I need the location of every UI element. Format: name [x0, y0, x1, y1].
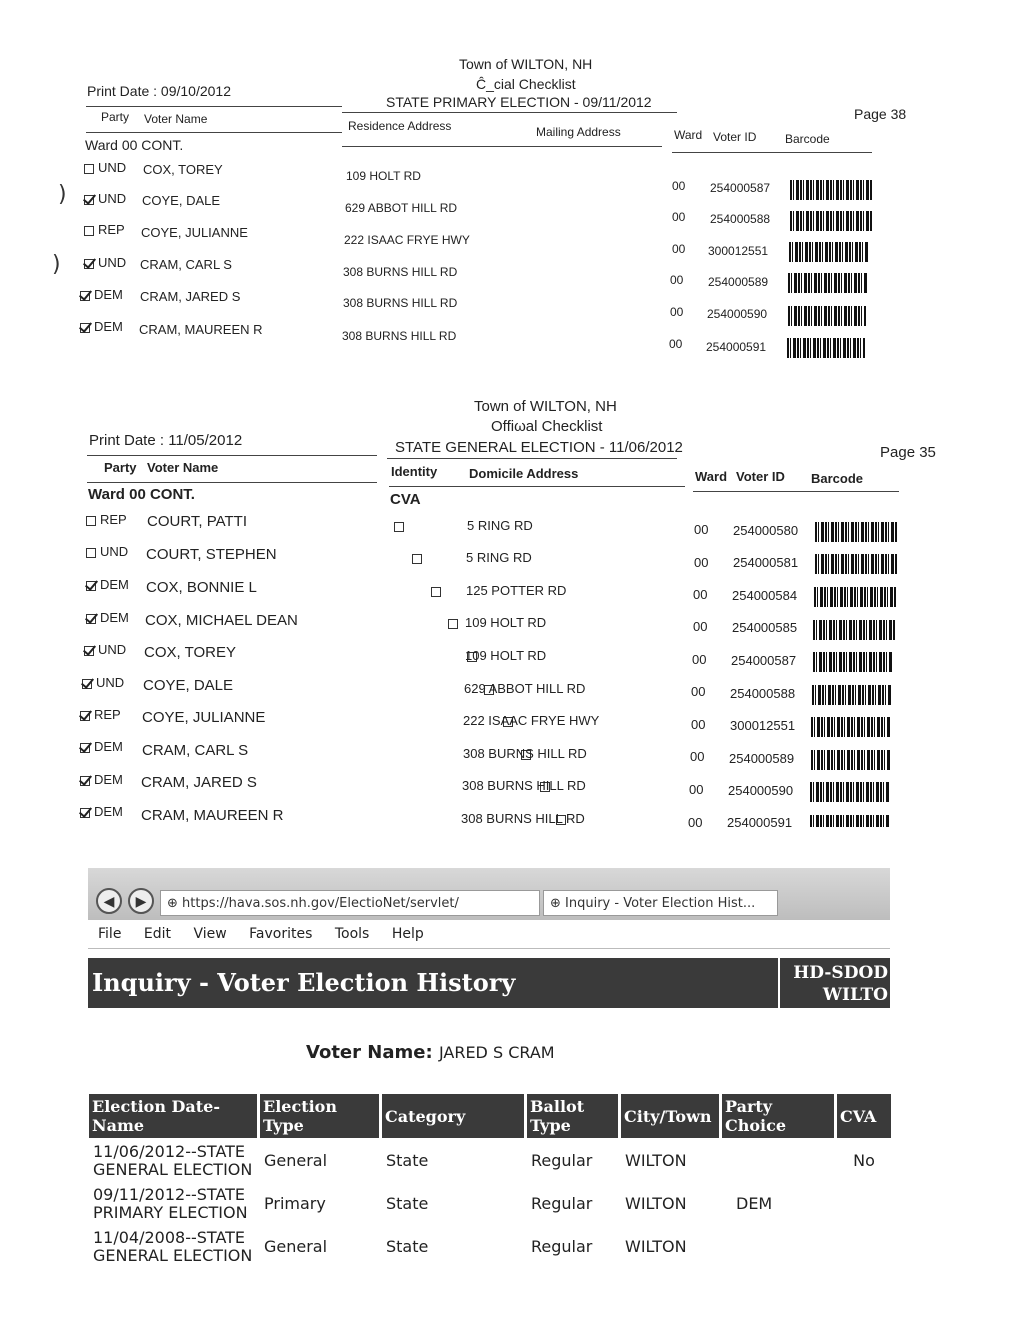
col-party-choice: Party Choice [722, 1094, 834, 1138]
election-name: 11/04/2008--STATE GENERAL ELECTION [93, 1228, 253, 1265]
party: REP [98, 222, 125, 237]
checkbox[interactable] [80, 776, 90, 786]
party: DEM [94, 319, 123, 334]
voter-name: COYE, DALE [142, 193, 221, 208]
voter-id: 254000580 [733, 523, 799, 538]
voter-name: COX, TOREY [143, 162, 223, 177]
checkbox[interactable] [80, 711, 90, 721]
sheet2-cva-label: CVA [390, 491, 421, 508]
menu-divider [88, 948, 890, 949]
category: State [386, 1237, 429, 1256]
sheet2-divider [87, 482, 377, 483]
barcode [810, 782, 890, 802]
ward: 00 [672, 210, 686, 224]
residence-address: 308 BURNS HILL RD [343, 296, 458, 310]
ballot-type: Regular [531, 1237, 593, 1256]
menu-edit[interactable]: Edit [143, 926, 172, 942]
sheet1-divider [86, 132, 342, 133]
party: DEM [94, 772, 123, 787]
party: REP [100, 512, 127, 527]
checkbox[interactable] [84, 259, 94, 269]
voter-id: 254000589 [708, 275, 769, 289]
city-town: WILTON [625, 1237, 687, 1256]
voter-name-value: JARED S CRAM [438, 1043, 555, 1062]
checkbox[interactable] [86, 581, 96, 591]
sheet2-divider [87, 455, 377, 456]
voter-name: COURT, STEPHEN [146, 546, 277, 563]
cva [837, 1184, 891, 1224]
barcode [788, 273, 868, 293]
sheet1-header-party: Party [101, 110, 130, 124]
back-button[interactable]: ◀ [96, 888, 122, 914]
sheet2-header-voter-id: Voter ID [736, 469, 785, 484]
table-row [86, 610, 129, 625]
domicile-address: 125 POTTER RD [466, 583, 567, 598]
checkbox[interactable] [80, 808, 90, 818]
col-election-type: Election Type [260, 1094, 379, 1138]
party: REP [94, 707, 121, 722]
sheet2-header-domicile: Domicile Address [469, 466, 579, 481]
barcode [815, 554, 897, 574]
checkbox[interactable] [84, 164, 94, 174]
barcode [788, 306, 866, 326]
voter-name: CRAM, JARED S [140, 289, 241, 304]
col-category: Category [382, 1094, 524, 1138]
forward-button[interactable]: ▶ [128, 888, 154, 914]
domicile-address: 5 RING RD [466, 550, 532, 565]
barcode [815, 522, 897, 542]
voter-name: CRAM, MAUREEN R [141, 807, 284, 824]
cva-checkbox[interactable] [431, 587, 441, 597]
ward: 00 [691, 717, 706, 732]
sheet1-ward-label: Ward 00 CONT. [85, 137, 184, 153]
checkbox[interactable] [86, 614, 96, 624]
ward: 00 [691, 684, 706, 699]
election-type: Primary [264, 1194, 326, 1213]
voter-name: CRAM, CARL S [140, 257, 232, 272]
voter-name: COYE, JULIANNE [141, 225, 248, 240]
party: UND [96, 675, 125, 690]
table-row [86, 544, 128, 559]
ballot-type: Regular [531, 1194, 593, 1213]
city-town: WILTON [625, 1151, 687, 1170]
sheet2-page-number: Page 35 [880, 444, 936, 461]
domicile-address: 222 ISAAC FRYE HWY [463, 713, 600, 728]
voter-id: 254000588 [710, 212, 771, 226]
table-row [89, 1141, 891, 1181]
ward: 00 [669, 337, 683, 351]
domicile-address: 109 HOLT RD [465, 615, 547, 630]
address-bar[interactable] [160, 890, 540, 916]
voter-id: 254000581 [733, 555, 799, 570]
checkbox[interactable] [84, 646, 94, 656]
sheet1-header-ward: Ward [674, 128, 703, 142]
browser-tab[interactable] [543, 890, 778, 916]
table-row [86, 577, 129, 592]
voter-name: COURT, PATTI [147, 513, 248, 530]
ward: 00 [688, 815, 703, 830]
sheet2-header-ward: Ward [695, 469, 728, 484]
globe-icon: ⊕ [550, 896, 566, 911]
ward: 00 [693, 619, 708, 634]
residence-address: 629 ABBOT HILL RD [345, 201, 458, 215]
barcode [787, 338, 865, 358]
sheet2-checklist-title: Offiωal Checklist [491, 418, 603, 435]
sheet1-header-residence: Residence Address [348, 119, 452, 133]
party: UND [98, 255, 127, 270]
col-cva: CVA [837, 1094, 891, 1138]
barcode [790, 211, 872, 231]
sheet2-header-party: Party [104, 460, 137, 475]
residence-address: 308 BURNS HILL RD [343, 265, 458, 279]
barcode [812, 685, 892, 705]
checkbox[interactable] [84, 195, 94, 205]
voter-name: COX, MICHAEL DEAN [145, 612, 298, 629]
sheet2-header-barcode: Barcode [811, 471, 864, 486]
party: UND [100, 544, 129, 559]
sheet2-divider [387, 458, 677, 459]
cva-checkbox[interactable] [448, 619, 458, 629]
voter-id: 254000590 [707, 307, 768, 321]
table-row [84, 255, 126, 270]
ward: 00 [693, 587, 708, 602]
voter-id: 254000585 [732, 620, 798, 635]
menu-tools[interactable]: Tools [334, 926, 370, 942]
ward: 00 [689, 782, 704, 797]
voter-id: 254000591 [706, 340, 767, 354]
party: UND [98, 191, 127, 206]
handwritten-mark: ) [52, 252, 61, 277]
sheet2-election-title: STATE GENERAL ELECTION - 11/06/2012 [395, 439, 683, 456]
election-history-table [86, 1091, 894, 1270]
voter-name: COYE, JULIANNE [142, 709, 266, 726]
col-city-town: City/Town [621, 1094, 719, 1138]
corner-label-line1: HD-SDOD [793, 963, 888, 983]
residence-address: 222 ISAAC FRYE HWY [344, 233, 470, 247]
sheet2-print-date: Print Date : 11/05/2012 [89, 432, 243, 449]
sheet2-header-identity: Identity [391, 464, 438, 479]
election-type: General [264, 1237, 328, 1256]
table-row [89, 1227, 891, 1267]
voter-id: 254000587 [710, 181, 771, 195]
domicile-address: 308 BURNS HILL RD [462, 778, 586, 793]
checkbox[interactable] [80, 743, 90, 753]
sheet1-header-mailing: Mailing Address [536, 125, 621, 139]
voter-id: 300012551 [730, 718, 796, 733]
table-row [80, 739, 123, 754]
barcode [810, 815, 890, 827]
ward: 00 [694, 555, 709, 570]
checkbox[interactable] [84, 226, 94, 236]
table-row [86, 512, 127, 527]
residence-address: 109 HOLT RD [346, 169, 421, 183]
sheet1-header-voter-name: Voter Name [144, 112, 208, 126]
tab-title: Inquiry - Voter Election Hist... [565, 896, 756, 911]
party-choice [722, 1141, 834, 1181]
party-choice [722, 1227, 834, 1267]
col-ballot-type: Ballot Type [527, 1094, 618, 1138]
menu-help[interactable]: Help [391, 926, 424, 942]
domicile-address: 5 RING RD [467, 518, 533, 533]
table-row [80, 707, 121, 722]
barcode [811, 717, 891, 737]
voter-name: CRAM, CARL S [142, 742, 249, 759]
sheet2-town: Town of WILTON, NH [474, 398, 617, 415]
voter-name: COX, TOREY [144, 644, 236, 661]
menu-view[interactable]: View [193, 926, 227, 942]
table-row [80, 804, 123, 819]
voter-name: COYE, DALE [143, 677, 234, 694]
table-row [80, 319, 123, 334]
domicile-address: 109 HOLT RD [465, 648, 547, 663]
voter-name-heading [306, 1042, 555, 1063]
residence-address: 308 BURNS HILL RD [342, 329, 457, 343]
ward: 00 [692, 652, 707, 667]
sheet2-header-voter-name: Voter Name [147, 460, 219, 475]
voter-id: 254000589 [729, 751, 795, 766]
sheet1-divider [672, 152, 872, 153]
voter-id: 254000587 [731, 653, 797, 668]
barcode [814, 587, 896, 607]
url-text: https://hava.sos.nh.gov/ElectioNet/servlet/ [182, 896, 459, 911]
globe-icon: ⊕ [167, 896, 183, 911]
ward: 00 [690, 749, 705, 764]
table-row [84, 160, 126, 175]
table-row [84, 222, 125, 237]
barcode [813, 652, 893, 672]
voter-name: COX, BONNIE L [146, 579, 257, 596]
voter-name-label: Voter Name: [306, 1042, 433, 1063]
sheet1-town: Town of WILTON, NH [459, 56, 593, 72]
category: State [386, 1151, 429, 1170]
voter-id: 254000591 [727, 815, 793, 830]
table-row [89, 1184, 891, 1224]
barcode [813, 620, 895, 640]
category: State [386, 1194, 429, 1213]
table-row [84, 642, 126, 657]
col-election-date-name: Election Date-Name [89, 1094, 257, 1138]
sheet1-divider [342, 112, 677, 113]
checkbox[interactable] [80, 323, 90, 333]
table-row [80, 287, 123, 302]
page-title: Inquiry - Voter Election History [88, 958, 778, 1008]
party-choice: DEM [736, 1194, 773, 1213]
table-row [80, 772, 123, 787]
voter-id: 300012551 [708, 244, 769, 258]
barcode [811, 750, 891, 770]
sheet1-header-barcode: Barcode [785, 132, 830, 146]
party: UND [98, 642, 127, 657]
cva-checkbox[interactable] [412, 554, 422, 564]
city-town: WILTON [625, 1194, 687, 1213]
cva: No [853, 1151, 875, 1170]
party: UND [98, 160, 127, 175]
cva [837, 1227, 891, 1267]
party: DEM [100, 577, 129, 592]
sheet1-page-number: Page 38 [854, 106, 907, 122]
checkbox[interactable] [86, 548, 96, 558]
voter-name: CRAM, MAUREEN R [139, 322, 263, 337]
domicile-address: 308 BURNS HILL RD [463, 746, 587, 761]
domicile-address: 629 ABBOT HILL RD [464, 681, 586, 696]
election-type: General [264, 1151, 328, 1170]
checkbox[interactable] [82, 679, 92, 689]
party: DEM [100, 610, 129, 625]
barcode [789, 242, 869, 262]
sheet1-header-voter-id: Voter ID [713, 130, 757, 144]
checkbox[interactable] [80, 291, 90, 301]
ward: 00 [670, 305, 684, 319]
voter-name: CRAM, JARED S [141, 774, 257, 791]
voter-id: 254000590 [728, 783, 794, 798]
domicile-address: 308 BURNS HILL RD [461, 811, 585, 826]
sheet1-divider [86, 106, 342, 107]
cva-checkbox[interactable] [394, 522, 404, 532]
corner-label [780, 958, 890, 1008]
election-name: 11/06/2012--STATE GENERAL ELECTION [93, 1142, 253, 1179]
party: DEM [94, 287, 123, 302]
barcode [790, 180, 872, 200]
sheet1-print-date: Print Date : 09/10/2012 [87, 83, 231, 99]
sheet2-divider [389, 486, 685, 487]
ward: 00 [670, 273, 684, 287]
voter-id: 254000588 [730, 686, 796, 701]
party: DEM [94, 739, 123, 754]
menu-bar [98, 926, 442, 942]
handwritten-mark: ) [58, 182, 67, 207]
party: DEM [94, 804, 123, 819]
voter-id: 254000584 [732, 588, 798, 603]
menu-favorites[interactable]: Favorites [249, 926, 313, 942]
sheet2-ward-label: Ward 00 CONT. [88, 486, 195, 503]
ward: 00 [672, 242, 686, 256]
ward: 00 [694, 522, 709, 537]
corner-label-line2: WILTO [822, 985, 888, 1005]
sheet1-divider [342, 146, 662, 147]
ballot-type: Regular [531, 1151, 593, 1170]
sheet1-election-title: STATE PRIMARY ELECTION - 09/11/2012 [386, 94, 652, 110]
checkbox[interactable] [86, 516, 96, 526]
menu-file[interactable]: File [98, 926, 122, 942]
sheet2-divider [693, 491, 899, 492]
ward: 00 [672, 179, 686, 193]
election-name: 09/11/2012--STATE PRIMARY ELECTION [93, 1185, 248, 1222]
sheet1-checklist-title: Ĉ_cial Checklist [476, 76, 576, 92]
table-row [82, 675, 124, 690]
table-row [84, 191, 126, 206]
